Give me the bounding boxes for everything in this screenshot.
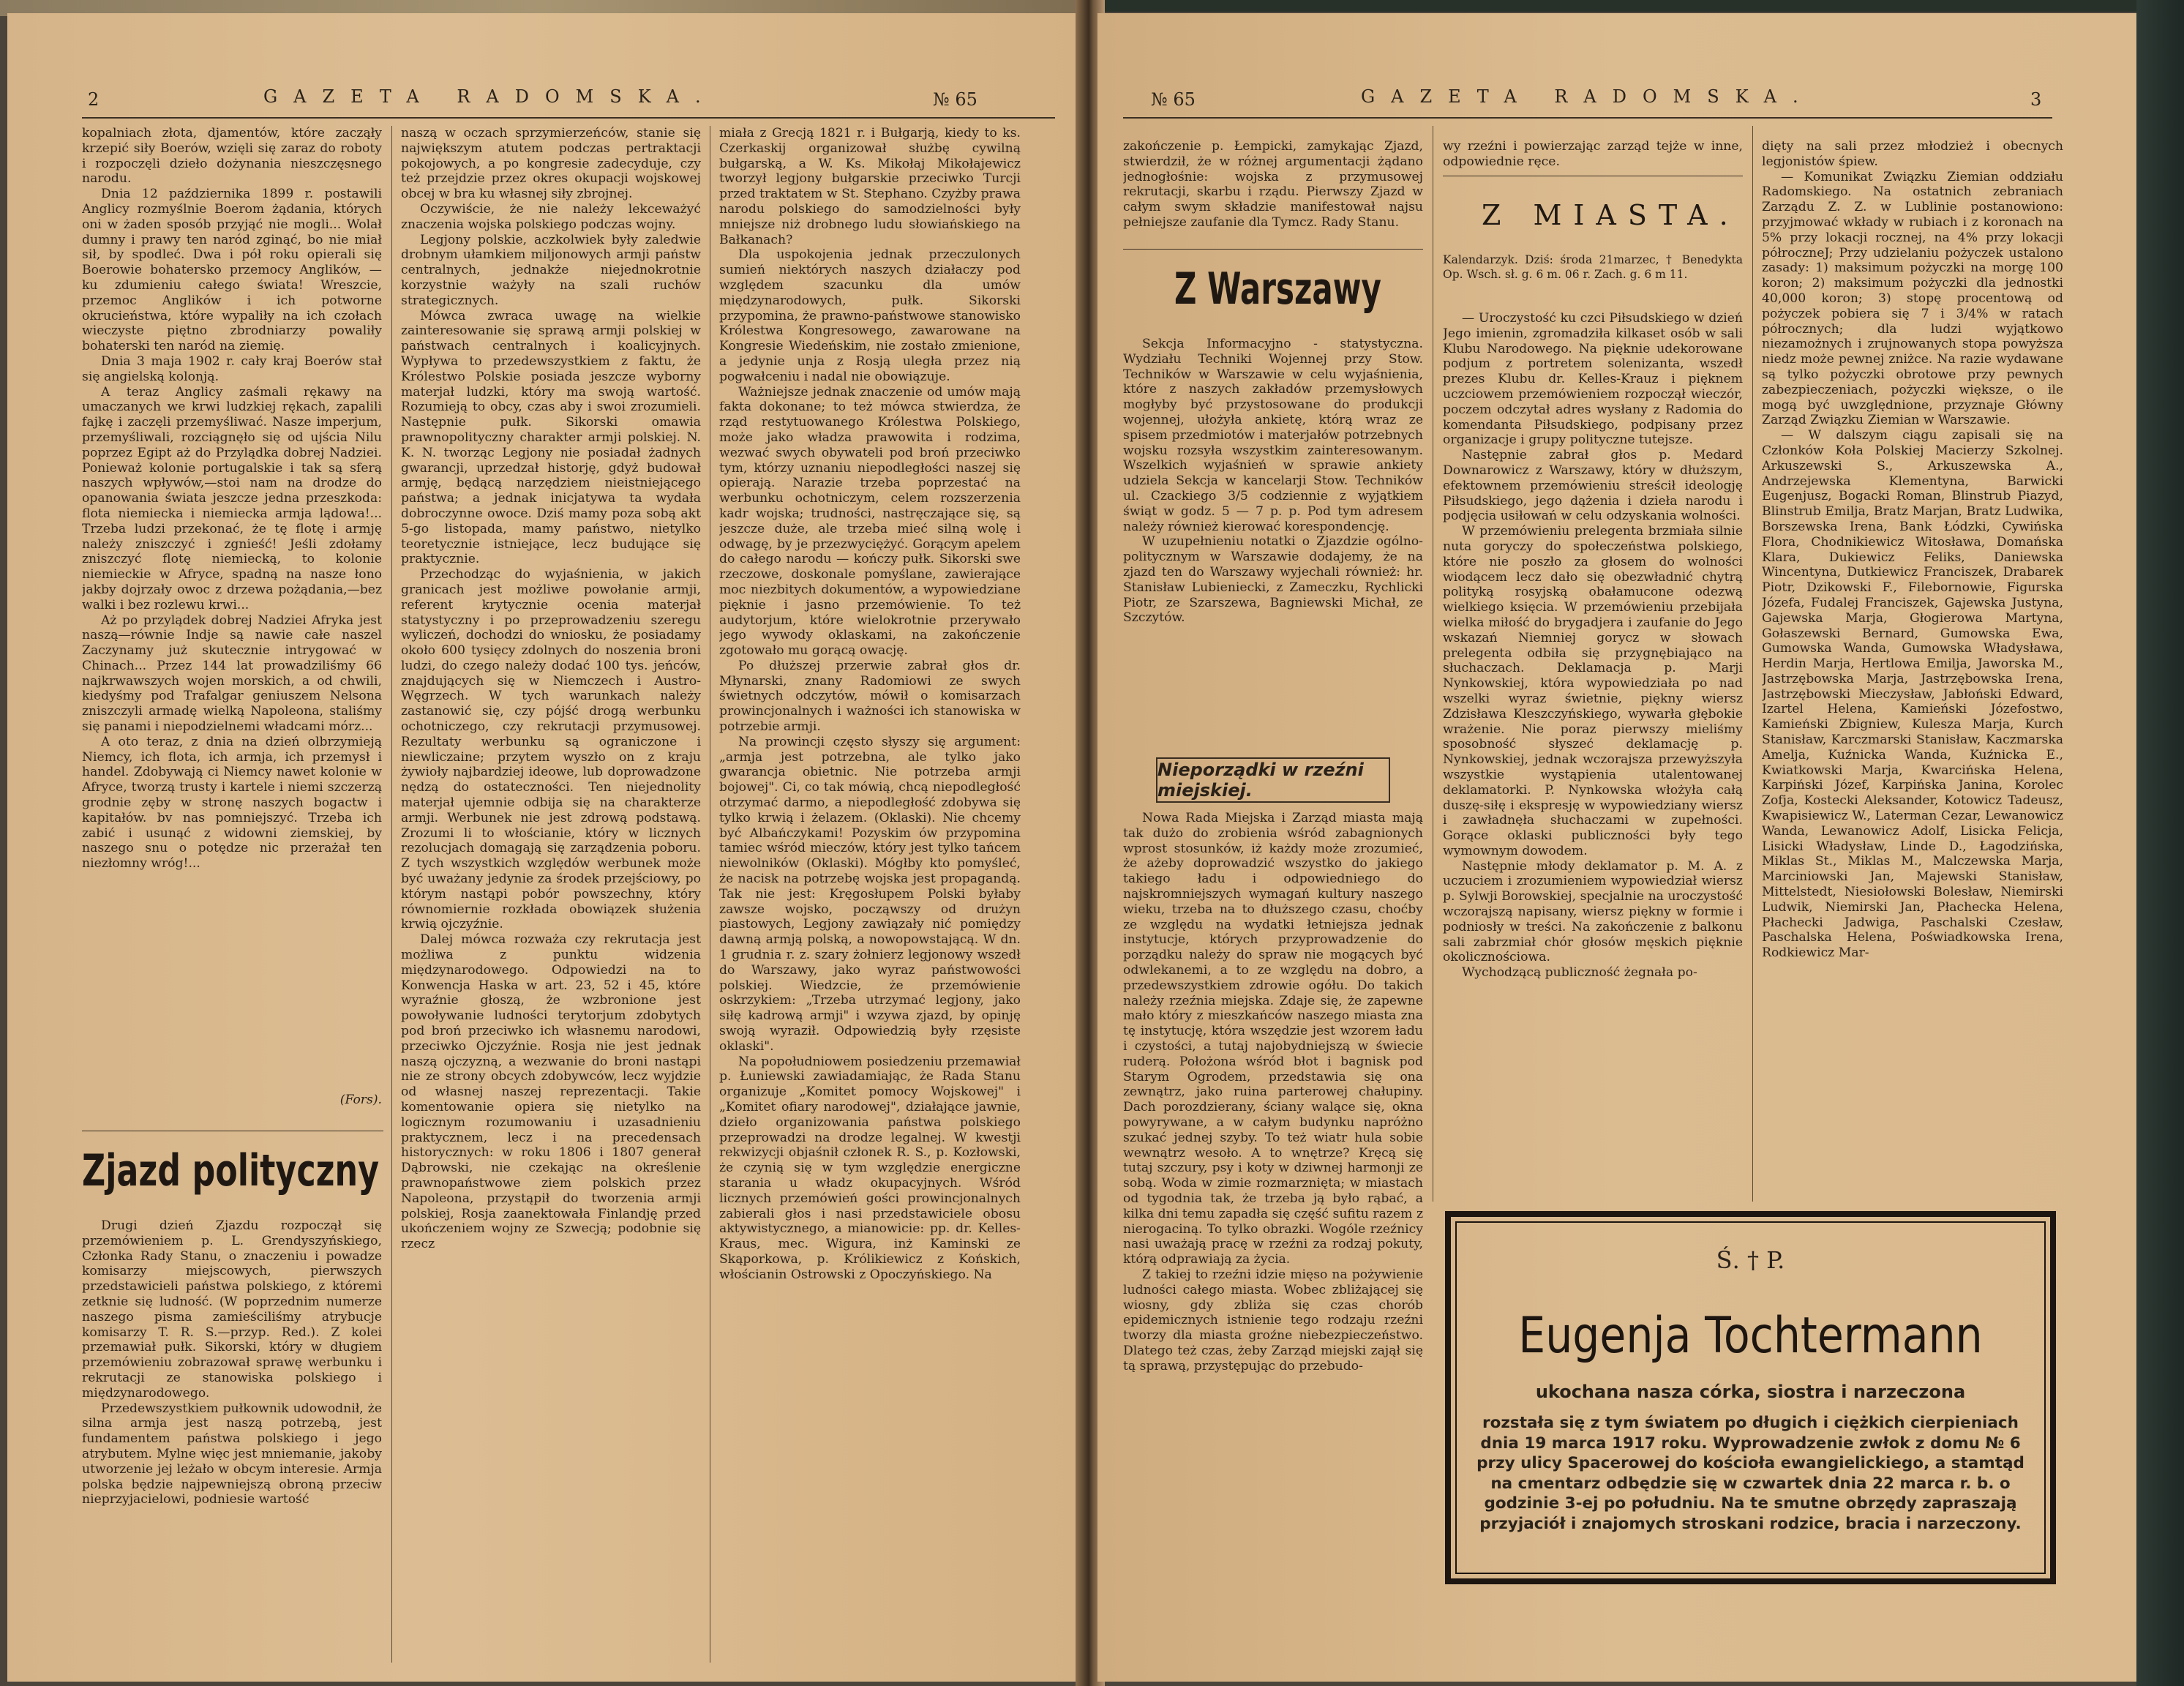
- paragraph: Oczywiście, że nie należy lekceważyć znaczenia wojska polskiego podczas wojny.: [401, 201, 701, 232]
- calendar-text: Kalendarzyk. Dziś: środa 21marzec, † Benedykta Op. Wsch. sł. g. 6 m. 06 r. Zach. g. 6 m 11.: [1443, 253, 1743, 281]
- paragraph: Na popołudniowem posiedzeniu przemawiał p. Łuniewski zawiadamiając, że Rada Stanu organizuje „Komitet pomocy Wojskowej" i „Komitet ofiary narodowej", działające jawnie, dzieło organizowania państwa polskiego przeprowadzi na drodze legalnej. W kwestji rekwizycji objaśnił członek R. S., p. Kozłowski, że czynią się w tym względzie energiczne starania u władz okupacyjnych. Wśród licznych przemówień gości prowincjonalnych zabierali głos i nasi przedstawiciele obosu aktywistycznego, a mianowicie: pp. dr. Kelles-Kraus, mec. Wigura, inż Kaminski ze Skąporkowa, p. Królikiewicz z Końskich, włościanin Ostrowski z Opoczyńskiego. Na: [719, 1054, 1021, 1282]
- paragraph: Dla uspokojenia jednak przeczulonych sumień niektórych naszych działaczy pod względem szacunku dla umów międzynarodowych, pułk. Sikorski przypomina, że prawno-państwowe stanowisko Królestwa Kongresowego, zawarowane na Kongresie Wiedeńskim, nie zostało zmienione, a jedynie unja z Rosją uległa przez nią pogwałceniu i nadal nie obowiązuje.: [719, 247, 1021, 384]
- paragraph: Mówca zwraca uwagę na wielkie zainteresowanie się sprawą armji polskiej w państwach centralnych i koalicyjnych. Wypływa to przedewszystkiem z faktu, że Królestwo Polskie posiada jeszcze wyborny materjał ludzki, który ma swoją wartość. Rozumieją to obcy, czas aby i swoi zrozumieli. Następnie pułk. Sikorski omawia prawnopolityczny charakter armji polskiej. N. K. N. tworząc Legjony nie posiadał żadnych gwarancji, uprzedzał historję, gdyż budował armję, będącą narzędziem nieistniejącego państwa; a jednak inicjatywa ta wydała dobroczynne owoce. Dziś mamy poza sobą akt 5-go listopada, mamy państwo, nietylko teoretycznie istniejące, lecz budujące się praktycznie.: [401, 308, 701, 567]
- article-rzeznia-end: [1443, 139, 1743, 171]
- headline-zjazd: Zjazd polityczny: [82, 1145, 380, 1196]
- article-zjazd-part3: [719, 126, 1021, 1663]
- masthead-right: GAZETA RADOMSKA.: [1361, 86, 1815, 107]
- paragraph: — Uroczystość ku czci Piłsudskiego w dzień Jego imienin, zgromadziła kilkaset osób w sali Klubu Narodowego. Na pięknie udekorowane podjum z portretem solenizanta, wszedł prezes Klubu dr. Kelles-Krauz i pięknem uczciowem przemówieniem rozpoczął wieczór, poczem odczytał adres wysłany z Radomia do komendanta Piłsudskiego, podpisany przez organizacje i grupy polityczne tutejsze.: [1443, 311, 1743, 448]
- page-number-left: 2: [88, 89, 100, 110]
- paragraph: naszą w oczach sprzymierzeńców, stanie się największym atutem podczas pertraktacji pokojowych, a po kongresie zadecyduje, czy też przejdzie przez okres okupacji wojskowej obcej w bra ku własnej siły zbrojnej.: [401, 126, 701, 202]
- article-zjazd-part1: [82, 1218, 382, 1661]
- paragraph: Dnia 3 maja 1902 r. cały kraj Boerów stał się angielską kolonją.: [82, 353, 382, 384]
- paragraph: kopalniach złota, djamentów, które zacząły krzepić siły Boerów, wzięli się zaraz do roboty i rozpoczęli dzieło dożynania nieszczęsnego narodu.: [82, 126, 382, 187]
- paragraph: Drugi dzień Zjazdu rozpoczął się przemówieniem p. L. Grendyszyńskiego, Członka Rady Stanu, o znaczeniu i powadze komisarzy miejscowych, pierwszych przedstawicieli państwa polskiego, z któremi zetknie się ludność. (W poprzednim numerze naszego pisma zamieściliśmy atrybucje komisarzy T. R. S.—przyp. Red.). Z kolei przemawiał pułk. Sikorski, który w długiem przemówieniu zobrazował sprawę werbunku i rekrutacji ze stanowiska polskiego i międzynarodowego.: [82, 1218, 382, 1401]
- headline-rzeznia-text: Nieporządki w rzeźni miejskiej.: [1157, 760, 1364, 801]
- obituary-text: rozstała się z tym światem po długich i ciężkich cierpieniach dnia 19 marca 1917 roku. Wyprowadzenie zwłok z domu № 6 przy ulicy Spacerowej do kościoła ewangielickiego, a stamtąd na cmentarz odbędzie się w czwartek dnia 22 marca r. b. o godzinie 3-ej po południu. Na te smutne obrzędy zapraszają przyjaciół i znajomych stroskani rodzice, bracia i narzeczony.: [1476, 1414, 2024, 1533]
- issue-number-right: № 65: [1151, 89, 1196, 110]
- paragraph: dięty na sali przez młodzież i obecnych legjonistów śpiew.: [1762, 139, 2063, 169]
- paragraph: Dalej mówca rozważa czy rekrutacja jest możliwa z punktu widzenia międzynarodowego. Odpowiedzi na to Konwencja Haska w art. 23, 52 i 45, które wyraźnie głoszą, że wzbronione jest powoływanie ludności terytorjum zdobytych pod broń przeciwko ich własnemu narodowi, przeciwko Ojczyźnie. Rosja nie jest jednak naszą ojczyzną, a wezwanie do broni nastąpi nie ze strony obcych zdobywców, lecz wyjdzie od własnej naszej reprezentacji. Takie komentowanie opiera się nietylko na logicznym rozumowaniu i uzasadnieniu praktycznem, lecz i na precedensach historycznych: w roku 1806 i 1807 generał Dąbrowski, nie czekając na określenie prawnopaństwowe ziem polskich przez Napoleona, przystąpił do tworzenia armji polskiej, Rosja zaanektowała Finlandję przed ukończeniem wojny ze Szwecją; podobnie się rzecz: [401, 932, 701, 1252]
- paragraph: Nowa Rada Miejska i Zarząd miasta mają tak dużo do zrobienia wśród zabagnionych wprost stosunków, iż każdy może zrozumieć, że ażeby doprowadzić wszystko do jakiego takiego ładu i odpowiedniego do najskromniejszych wymagań kultury naszego wieku, trzeba na to dłuższego czasu, choćby ze względu na wydatki łetniejsza jednak instytucje, których przyprowadzenie do porządku należy do spraw nie mogących być odwlekanemi, a to ze względu na dobro, a przedewszystkiem zdrowie ogółu. Do takich należy rzeźnia miejska. Zdaje się, że zapewne mało który z mieszkańców naszego miasta zna tę instytucję, która wszędzie jest wzorem ładu i czystości, a tutaj najobydniejszą w świecie ruderą. Położona wśród błot i bagnisk pod Starym Ogrodem, przedstawia się ona zewnątrz, jako ruina parterowej chałupiny. Dach porozdzierany, ściany walące się, okna powyrywane, a w całym budynku napróżno szukać jednej szyby. To też wiatr hula sobie wewnątrz wesoło. A to wnętrze? Kręcą się tutaj szczury, psy i koty w dziwnej harmonji ze sobą. Woda w zimie rozmarznięta; w miastach od tygodnia tak, że trzeba ją było rąbać, a kilka dni temu zapadła się część sufitu razem z nierogaciną. To tylko obrazki. Wogóle rzeźnicy nasi uważają pracę w rzeźni za rodzaj pokuty, którą odprawiają za życia.: [1123, 811, 1423, 1267]
- paragraph: Przedewszystkiem pułkownik udowodnił, że silna armja jest naszą potrzebą, jest fundamentem państwa polskiego i jego atrybutem. Mylne więc jest mniemanie, jakoby utworzenie jej leżało w obcym interesie. Armja polska będzie najpewniejszą obroną przeciw nieprzyjacielowi, podniesie wartość: [82, 1401, 382, 1507]
- paragraph: zakończenie p. Łempicki, zamykając Zjazd, stwierdził, że w różnej argumentacji żądano jednogłośnie: wojska z przymusowej rekrutacji, skarbu i rządu. Pierwszy Zjazd w całym swym składzie manifestował najsu pełniejsze zaufanie dla Tymcz. Rady Stanu.: [1123, 139, 1423, 230]
- obituary-cross: Ś. † P.: [1716, 1246, 1785, 1274]
- column-rule: [1752, 126, 1753, 1202]
- paragraph: — Komunikat Związku Ziemian oddziału Radomskiego. Na ostatnich zebraniach Zarządu Z. Z. w Lublinie postanowiono: przyjmować wkłady w rubiach i z koronach na 5% przy lokacji rocznej, na 4% przy lokacji półroczneJ; Przy udzielaniu pożyczek ustalono zasady: 1) maksimum pożyczki na morgę 100 koron; 2) maksimum pożyczki dla jednostki 40,000 koron; 3) stopę procentową od pożyczek pobiera się 7 i 3/4% w ratach półrocznych; dla ludzi wyjątkowo niezamożnych i zrujnowanych stopa powyższa niedz może pewnej zniżce. Na razie wydawane są tylko pożyczki obrotowe przy pewnych zabezpieczeniach, pożyczki większe, o ile mogą być uwzględnione, przyznaje Główny Zarząd Związku Ziemian w Warszawie.: [1762, 169, 2063, 428]
- paragraph: Następnie młody deklamator p. M. A. z uczuciem i zrozumieniem wypowiedział wiersz p. Sylwji Borowskiej, specjalnie na uroczystość wczorajszą napisany, wiersz piękny w formie i podniosły w treści. Na zakończenie z balkonu sali zabrzmiał chór głosów męskich pięknie okolicznościowa.: [1443, 858, 1743, 965]
- signature: (Fors).: [339, 1093, 382, 1107]
- paragraph: W przemówieniu prelegenta brzmiała silnie nuta goryczy do społeczeństwa polskiego, które nie poszło za głosem do wolności wiodącem lecz dało się obezwładnić chytrą polityką rosyjską obałamucone odezwą wielkiego księcia. W przemówieniu przebijała wielka miłość do brygadjera i zaufanie do Jego wskazań Niemniej gorycz w słowach prelegenta odbiła się przygnębiająco na słuchaczach. Deklamacja p. Marji Nynkowskiej, która wypowiedziała po nad wszelki wyraz świetnie, piękny wiersz Zdzisława Kleszczyńskiego, wywarła głębokie wrażenie. Nie poraz pierwszy mieliśmy sposobność słyszeć deklamację p. Nynkowskiej, jednak wczorajsza przewyższyła wszystkie wystąpienia utalentowanej deklamatorki. P. Nynkowska włożyła całą duszę-siłę i ekspresję w wypowiedziany wiersz i zawładnęła słuchaczami w zupełności. Gorące oklaski publiczności były tego wymownym dowodem.: [1443, 524, 1743, 858]
- obituary-box: [1445, 1211, 2056, 1584]
- paragraph: Na prowincji często słyszy się argument: „armja jest potrzebna, ale tylko jako gwarancja obietnic. Nie potrzeba armji bojowej". Ci, co tak mówią, chcą niepodległość otrzymać darmo, a niepodległość zdobywa się tylko krwią i żelazem. (Oklaski). Nie chcemy być Albańczykami! Pozyskim ów przypomina tamiec wśród mieczów, który jest tylko tańcem niewolników (Oklaski). Mógłby kto pomyśleć, że nacisk na potrzebę wojska jest propagandą. Tak nie jest: Kręgosłupem Polski byłaby zawsze wojsko, począwszy od drużyn piastowych, Legjony zawiązały nić pomiędzy dawną armją polską, a nowopowstającą. W dn. 1 grudnia r. z. szary żołnierz legjonowy wszedł do Warszawy, jako wyraz państwowości polskiej. Wiedzcie, że przemówienie oskrzykiem: „Trzeba utrzymać legjony, jako siłę kadrową armji" i wzywa zjazd, by opinję swoją wyraził. Odpowiedzią były rzęsiste oklaski".: [719, 734, 1021, 1054]
- binding-edge: [2136, 0, 2184, 1686]
- paragraph: Aż po przylądek dobrej Nadziei Afryka jest naszą—równie Indje są nawie całe naszel Zaczynamy już skutecznie intrygować w Chinach... Przez 144 lat prowadziliśmy 66 najkrwawszych wojen morskich, a od chwili, kiedyśmy pod Trafalgar geniuszem Nelsona zniszczyli armadę wielką Napoleona, staliśmy się panami i niepodzielnemi władcami mórz...: [82, 612, 382, 735]
- paragraph: Następnie zabrał głos p. Medard Downarowicz z Warszawy, który w dłuższym, efektownem przemówieniu streścił ideologję Piłsudskiego, jego dążenia i dzieła narodu i podjęcia usiłowań w celu odzyskania wolności.: [1443, 448, 1743, 524]
- section-z-miasta: Z MIASTA.: [1482, 199, 1740, 231]
- paragraph: wy rzeźni i powierzając zarząd tejże w inne, odpowiednie ręce.: [1443, 139, 1743, 169]
- paragraph: miała z Grecją 1821 r. i Bułgarją, kiedy to ks. Czerkaskij organizował służbę cywilną bułgarską, a W. Ks. Mikołaj Mikołajewicz tworzył legjony bułgarskie przeciwko Turcji przed traktatem w St. Stephano. Czyżby prawa narodu polskiego do samodzielności były mniejsze niż drobnego ludu słowiańskiego na Bałkanach?: [719, 126, 1021, 247]
- article-komunikaty: [1762, 139, 2063, 1204]
- paragraph: — W dalszym ciągu zapisali się na Członków Koła Polskiej Macierzy Szkolnej. Arkuszewski S., Arkuszewska A., Andrzejewska Klementyna, Barwicki Eugenjusz, Bogacki Roman, Blinstrub Piazyd, Blinstrub Emilja, Bratz Marjan, Bratz Ludwika, Borszewska Irena, Bank Łódzki, Cywińska Flora, Chodnikiewicz Witosława, Domańska Klara, Dukiewicz Feliks, Daniewska Wincentyna, Dutkiewicz Franciszek, Drabarek Piotr, Dzikowski F., Filebornowie, Figurska Józefa, Fudalej Franciszek, Gajewska Justyna, Gajewska Marja, Głogierowa Martyna, Gołaszewski Bernard, Gumowska Ewa, Gumowska Wanda, Gumowska Władysława, Herdin Marja, Hertlowa Emilja, Jaworska M., Jastrzębowska Marja, Jastrzębowska Irena, Jastrzębowski Mieczysław, Jabłoński Edward, Izartel Helena, Kamieński Józefostwo, Kamieński Zbigniew, Kulesza Marja, Kurch Stanisław, Karczmarski Stanisław, Kaczmarska Amelja, Kuźnicka Wanda, Kuźnicka E., Kwiatkowski Marja, Kwarcińska Helena, Karpiński Józef, Karpińska Janina, Korolec Zofja, Kostecki Aleksander, Kotowicz Tadeusz, Kwapisiewicz W., Laterman Cezar, Lewanowicz Wanda, Lewanowicz Adolf, Lisicka Felicja, Lisicki Władysław, Linde D., Łagodzińska, Miklas St., Miklas M., Malczewska Marja, Marciniowski Jan, Majewski Stanisław, Mittelstedt, Niesiołowski Bolesław, Niemirski Ludwik, Niemirski Jan, Płachecka Helena, Płachecki Jadwiga, Paschalski Czesław, Paschalska Helena, Poświadkowska Irena, Rodkiewicz Mar-: [1762, 428, 2063, 961]
- paragraph: Po dłuższej przerwie zabrał głos dr. Młynarski, znany Radomiowi ze swych świetnych odczytów, mówił o komisarzach prowincjonalnych i ważności ich stanowiska w potrzebie armji.: [719, 658, 1021, 735]
- paragraph: Legjony polskie, aczkolwiek były zaledwie drobnym ułamkiem miljonowych armji państw centralnych, jednakże niejednokrotnie korzystnie ważyły na szali ruchów strategicznych.: [401, 232, 701, 308]
- cover-edge-right: [1101, 0, 2140, 12]
- article-zjazd-part2: [401, 126, 701, 1663]
- article-zjazd-end: [1123, 139, 1423, 245]
- article-signature: [82, 1093, 382, 1110]
- divider: [1123, 249, 1423, 250]
- page-number-right: 3: [2030, 89, 2042, 110]
- article-warszawa: [1123, 337, 1423, 746]
- paragraph: A oto teraz, z dnia na dzień olbrzymieją Niemcy, ich flota, ich armja, ich przemysł i handel. Zdobywają ci Niemcy nawet kolonie w Afryce, tworzą trusty i kartele i niemi szczerzą grodnie zęby w stronę naszych bogactw i kapitałów. bv nas pomniejszyć. Trzeba ich zabić i usunąć z widowni ziemskiej, by naszego snu o potędze nic przerażał ten niezłomny wróg!...: [82, 734, 382, 872]
- issue-number-left: № 65: [933, 89, 977, 110]
- article-rzeznia: [1123, 811, 1423, 1660]
- article-pilsudski: [1443, 311, 1743, 1200]
- masthead-left: GAZETA RADOMSKA.: [263, 86, 717, 107]
- paragraph: Dnia 12 października 1899 r. postawili Anglicy rozmyślnie Boerom żądania, których oni w żaden sposób przyjąć nie mogli... Wolał dumny i prawy ten naród zginąć, bo nie miał sił, by spodleć. Dwa i pół roku opierali się Boerowie bohatersko przemocy Anglików, — ku zdumieniu całego świata! Wreszcie, przemoc Anglików i ich potworne okrucieństwa, które wypaliły na ich czołach wieczyste piętno zbrodniarzy powaliły bohaterski ten naród na ziemię.: [82, 187, 382, 354]
- paragraph: Z takiej to rzeźni idzie mięso na pożywienie ludności całego miasta. Wobec zbliżającej się wiosny, gdy zbliża się czas chorób epidemicznych istnienie tego rodzaju rzeźni tworzy dla miasta groźne niebezpieczeństwo. Dlatego też czas, żeby Zarząd miejski zajął się tą sprawą, przystępując do przebudo-: [1123, 1267, 1423, 1374]
- paragraph: Przechodząc do wyjaśnienia, w jakich granicach jest możliwe powołanie armji, referent krytycznie ocenia materjał statystyczny i po przeprowadzeniu szeregu wyliczeń, dochodzi do wniosku, że posiadamy około 600 tysięcy zdolnych do noszenia broni ludzi, do czego należy dodać 100 tys. jeńców, znajdujących się w Niemczech i Austro-Węgrzech. W tych warunkach należy zastanowić się, czy pójść drogą werbunku ochotniczego, czy rekrutacji przymusowej. Rezultaty werbunku są ograniczone i niewliczaine; przytem wyszło on z kraju żywioły najbardziej ideowe, lub doprowadzone nędzą do ostateczności. Ten niejednolity materjał ujemnie odbija się na charakterze armji. Werbunek nie jest zdrową podstawą. Zrozumi li to włościanie, który w licznych rezolucjach domagają się zarządzenia poboru. Z tych wszystkich względów werbunek może być uważany jedynie za środek przejściowy, po którym nastąpi pobór powszechny, który równomiernie rozkłada obowiązek służenia krwią ojczyźnie.: [401, 567, 701, 932]
- obituary-name: Eugenja Tochtermann: [1518, 1307, 1983, 1365]
- paragraph: Wychodzącą publiczność żegnała po-: [1462, 965, 1697, 981]
- header-rule-left: [82, 117, 1055, 119]
- headline-warszawa: Z Warszawy: [1174, 263, 1381, 315]
- paragraph: Sekcja Informacyjno - statystyczna. Wydziału Techniki Wojennej przy Stow. Techników w Warszawie w celu wyjaśnienia, które z naszych zakładów przemysłowych mogłyby być przystosowane do produkcji wojennej, ułożyła ankietę, którą wraz ze spisem przedmiotów i materjałów potrzebnych wojsku rozsyła wszystkim zainteresowanym. Wszelkich wyjaśnień w sprawie ankiety udziela Sekcja w kancelarji Stow. Techników ul. Czackiego 3/5 codziennie z wyjątkiem świąt w godz. 5 — 7 p. p. Pod tym adresem należy również kierować korespondencję.: [1123, 337, 1423, 534]
- paragraph: Ważniejsze jednak znaczenie od umów mają fakta dokonane; to też mówca stwierdza, że rząd restytuowanego Królestwa Polskiego, może jako władza prawowita i rodzima, wezwać swych obywateli pod broń przeciwko tym, którzy uznaniu niepodległości naszej się opierają. Narazie trzeba poprzestać na werbunku ochotniczym, celem rozszerzenia kadr wojska; trudności, nastręczające się, są jeszcze duże, ale trzeba mieć silną wolę i odwagę, by je przezwyciężyć. Gorącym apelem do całego narodu — kończy pułk. Sikorski swe rzeczowe, doskonale pomyślane, zawierające moc niezbitych dokumentów, a wypowiedziane pięknie i jasno przemówienie. To też audytorjum, które wielokrotnie przerywało jego wywody oklaskami, na zakończenie zgotowało mu gorącą owację.: [719, 384, 1021, 659]
- calendar-note: [1443, 252, 1743, 305]
- paragraph: W uzupełnieniu notatki o Zjazdzie ogólno-politycznym w Warszawie dodajemy, że na zjazd ten do Warszawy wyjechali również: hr. Stanisław Lubieniecki, z Zameczku, Rychlicki Piotr, ze Szarszewa, Bagniewski Michał, ze Szczytów.: [1123, 534, 1423, 626]
- article-boers: [82, 126, 382, 1110]
- column-rule: [391, 126, 392, 1663]
- headline-rzeznia: [1156, 757, 1390, 803]
- paragraph: A teraz Anglicy zaśmali rękawy na umaczanych we krwi ludzkiej rękach, zapalili fajkę i zaczęli przemyśliwać. Nasze imperjum, przemyśliwali, rozciągnęło się od ujścia Nilu poprzez Egipt aż do Przylądka dobrej Nadziei. Ponieważ kolonie portugalskie i tak są sferą naszych wpływów,—stoi nam na drodze do opanowania świata jeszcze jedna przeszkoda: flota niemiecka i niemiecka armja lądowa!... Trzeba ludzi przekonać, że tę flotę i armję należy zniszczyć i zgnieść! Jeśli zdołamy zniszczyć flotę niemiecką, to kolonie niemieckie w Afryce, spadną na nasze łono jakby dojrzały owoc z drzewa pożądania,—bez walki i bez rozlewu krwi...: [82, 384, 382, 612]
- obituary-subtitle: ukochana nasza córka, siostra i narzeczona: [1535, 1382, 1966, 1402]
- header-rule-right: [1123, 117, 2052, 119]
